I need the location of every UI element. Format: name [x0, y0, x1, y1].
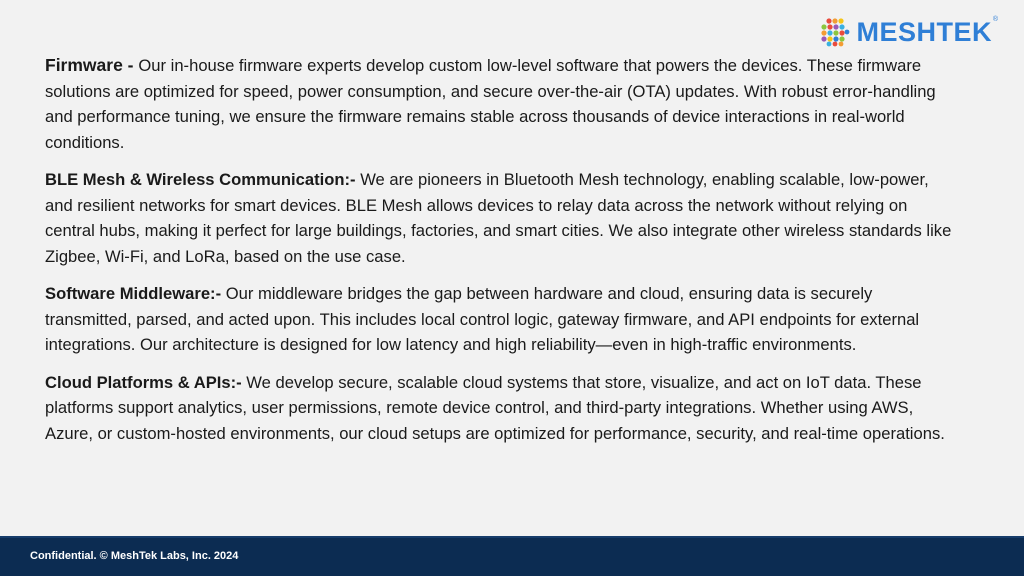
- section-body: Our middleware bridges the gap between hardware and cloud, ensuring data is securely transmitted, parsed, and acted upon. This includes local control logic, gateway firmware, and API endpoints for external integrations. Our architecture is designed for low latency and high reliability—even in high-traffic environments.: [45, 284, 920, 354]
- section-heading: Software Middleware:-: [45, 284, 222, 303]
- section-heading: BLE Mesh & Wireless Communication:-: [45, 170, 356, 189]
- footer-confidential-text: Confidential. © MeshTek Labs, Inc. 2024: [30, 550, 239, 562]
- section-heading: Firmware -: [45, 55, 139, 75]
- section-ble-mesh: [45, 167, 955, 269]
- section-software-middleware: [45, 281, 955, 358]
- company-logo: [820, 15, 998, 47]
- section-heading: Cloud Platforms & APIs:-: [45, 372, 242, 392]
- section-firmware: [45, 53, 955, 155]
- logo-wordmark-wrap: [856, 15, 998, 47]
- section-body: Our in-house firmware experts develop custom low-level software that powers the devices. These firmware solutions are optimized for speed, power consumption, and secure over-the-air (OTA) updates. With robust error-handling and performance tuning, we ensure the firmware remains stable across thousands of device interactions in real-world conditions.: [45, 56, 936, 152]
- section-cloud-platforms: [45, 370, 955, 447]
- dot-grid-logo-icon: [820, 17, 850, 47]
- logo-registered-mark: ®: [992, 15, 998, 23]
- logo-wordmark: MESHTEK: [856, 16, 992, 47]
- main-content: [45, 53, 955, 458]
- footer-bar: [0, 536, 1024, 576]
- section-body: We are pioneers in Bluetooth Mesh technology, enabling scalable, low-power, and resilient networks for smart devices. BLE Mesh allows devices to relay data across the network without relying on central hubs, making it perfect for large buildings, factories, and smart cities. We also integrate other wireless standards like Zigbee, Wi-Fi, and LoRa, based on the use case.: [45, 170, 952, 266]
- section-body: We develop secure, scalable cloud systems that store, visualize, and act on IoT data. These platforms support analytics, user permissions, remote device control, and third-party integrations. Whether using AWS, Azure, or custom-hosted environments, our cloud setups are optimized for performance, security, and real-time operations.: [45, 372, 945, 443]
